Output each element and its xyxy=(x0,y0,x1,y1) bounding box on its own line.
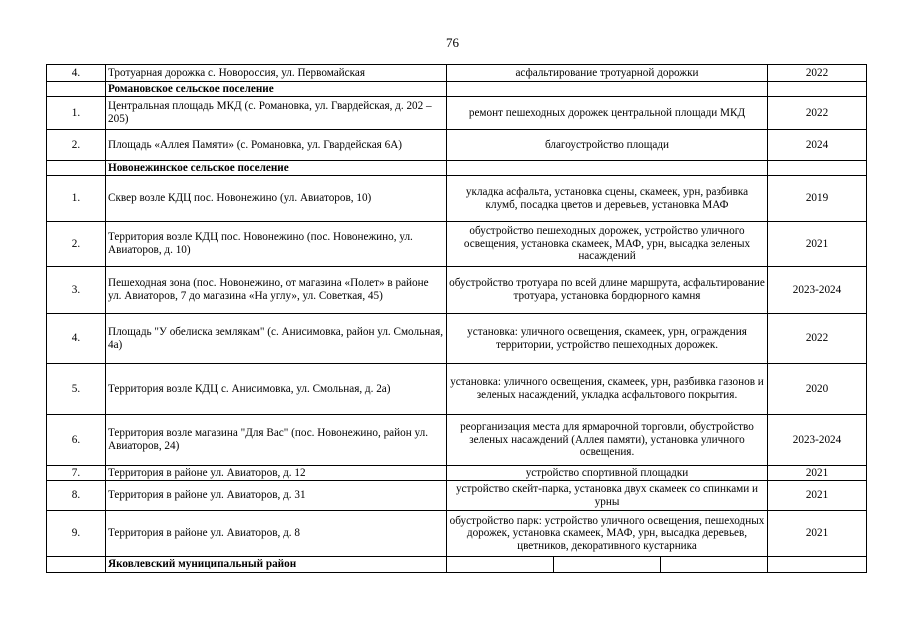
work-description xyxy=(447,161,768,176)
table-row xyxy=(47,415,867,466)
work-description xyxy=(447,557,768,573)
object-name: Пешеходная зона (пос. Новонежино, от магазина «Полет» в районе ул. Авиаторов, 7 до магазина «На углу», ул. Советкая, 45) xyxy=(106,267,447,314)
object-name: Территория возле КДЦ с. Анисимовка, ул. Смольная, д. 2а) xyxy=(106,364,447,415)
completion-year: 2021 xyxy=(768,511,867,557)
object-name: Яковлевский муниципальный район xyxy=(106,557,447,573)
work-description: реорганизация места для ярмарочной торговли, обустройство зеленых насаждений (Аллея памяти), установка уличного освещения. xyxy=(447,415,768,466)
section-row xyxy=(47,161,867,176)
work-description: установка: уличного освещения, скамеек, урн, ограждения территории, устройство пешеходных дорожек. xyxy=(447,314,768,364)
object-name: Романовское сельское поселение xyxy=(106,82,447,97)
completion-year: 2021 xyxy=(768,481,867,511)
row-number xyxy=(47,161,106,176)
completion-year: 2024 xyxy=(768,130,867,161)
row-number: 3. xyxy=(47,267,106,314)
row-number: 7. xyxy=(47,466,106,481)
table-row xyxy=(47,65,867,82)
completion-year: 2023-2024 xyxy=(768,415,867,466)
row-number: 4. xyxy=(47,314,106,364)
work-description: установка: уличного освещения, скамеек, урн, разбивка газонов и зеленых насаждений, укладка асфальтового покрытия. xyxy=(447,364,768,415)
completion-year: 2021 xyxy=(768,466,867,481)
object-name: Центральная площадь МКД (с. Романовка, ул. Гвардейская, д. 202 – 205) xyxy=(106,97,447,130)
row-number: 1. xyxy=(47,176,106,222)
completion-year: 2020 xyxy=(768,364,867,415)
row-number: 2. xyxy=(47,222,106,267)
work-description: благоустройство площади xyxy=(447,130,768,161)
row-number: 6. xyxy=(47,415,106,466)
section-row xyxy=(47,557,867,573)
object-name: Новонежинское сельское поселение xyxy=(106,161,447,176)
table-row xyxy=(47,222,867,267)
completion-year: 2021 xyxy=(768,222,867,267)
table-body xyxy=(47,65,867,573)
empty-subcell xyxy=(553,557,660,572)
row-number: 5. xyxy=(47,364,106,415)
object-name: Сквер возле КДЦ пос. Новонежино (ул. Авиаторов, 10) xyxy=(106,176,447,222)
table-row xyxy=(47,267,867,314)
completion-year: 2022 xyxy=(768,65,867,82)
table-row xyxy=(47,314,867,364)
empty-subcells xyxy=(447,557,767,572)
completion-year xyxy=(768,161,867,176)
object-name: Территория в районе ул. Авиаторов, д. 12 xyxy=(106,466,447,481)
completion-year: 2023-2024 xyxy=(768,267,867,314)
table-row xyxy=(47,466,867,481)
table-row xyxy=(47,364,867,415)
table-row xyxy=(47,130,867,161)
table-row xyxy=(47,481,867,511)
object-name: Территория в районе ул. Авиаторов, д. 8 xyxy=(106,511,447,557)
object-name: Территория возле магазина "Для Вас" (пос. Новонежино, район ул. Авиаторов, 24) xyxy=(106,415,447,466)
work-description: устройство скейт-парка, установка двух скамеек со спинками и урны xyxy=(447,481,768,511)
completion-year xyxy=(768,82,867,97)
completion-year: 2019 xyxy=(768,176,867,222)
work-description: ремонт пешеходных дорожек центральной площади МКД xyxy=(447,97,768,130)
completion-year xyxy=(768,557,867,573)
improvement-objects-table xyxy=(46,64,867,573)
row-number: 1. xyxy=(47,97,106,130)
work-description: укладка асфальта, установка сцены, скамеек, урн, разбивка клумб, посадка цветов и деревьев, установка МАФ xyxy=(447,176,768,222)
row-number: 9. xyxy=(47,511,106,557)
table-row xyxy=(47,97,867,130)
table-row xyxy=(47,511,867,557)
work-description: обустройство тротуара по всей длине маршрута, асфальтирование тротуара, установка бордюрного камня xyxy=(447,267,768,314)
work-description: обустройство пешеходных дорожек, устройство уличного освещения, установка скамеек, МАФ, урн, высадка зеленых насаждений xyxy=(447,222,768,267)
row-number: 2. xyxy=(47,130,106,161)
object-name: Территория возле КДЦ пос. Новонежино (пос. Новонежино, ул. Авиаторов, д. 10) xyxy=(106,222,447,267)
object-name: Площадь "У обелиска землякам" (с. Анисимовка, район ул. Смольная, 4а) xyxy=(106,314,447,364)
work-description xyxy=(447,82,768,97)
empty-subcell xyxy=(660,557,767,572)
object-name: Тротуарная дорожка с. Новороссия, ул. Первомайская xyxy=(106,65,447,82)
row-number xyxy=(47,82,106,97)
completion-year: 2022 xyxy=(768,97,867,130)
object-name: Площадь «Аллея Памяти» (с. Романовка, ул. Гвардейская 6А) xyxy=(106,130,447,161)
table-row xyxy=(47,176,867,222)
work-description: асфальтирование тротуарной дорожки xyxy=(447,65,768,82)
work-description: обустройство парк: устройство уличного освещения, пешеходных дорожек, установка скамеек, МАФ, урн, высадка деревьев, цветников, декоративного кустарника xyxy=(447,511,768,557)
object-name: Территория в районе ул. Авиаторов, д. 31 xyxy=(106,481,447,511)
section-row xyxy=(47,82,867,97)
row-number: 4. xyxy=(47,65,106,82)
work-description: устройство спортивной площадки xyxy=(447,466,768,481)
row-number: 8. xyxy=(47,481,106,511)
completion-year: 2022 xyxy=(768,314,867,364)
empty-subcell xyxy=(447,557,553,572)
page-number: 76 xyxy=(446,35,459,50)
row-number xyxy=(47,557,106,573)
